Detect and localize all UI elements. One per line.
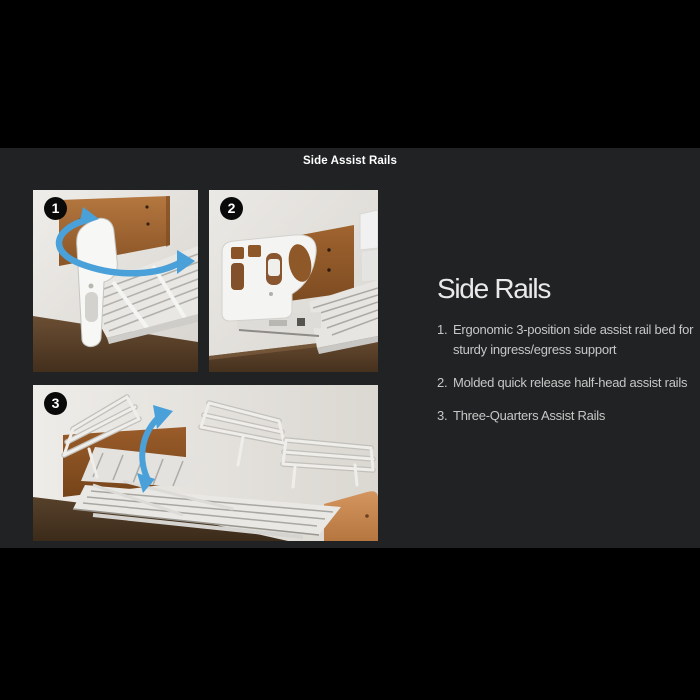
feature-list xyxy=(437,320,700,426)
step-badge: 2 xyxy=(220,197,243,220)
feature-item xyxy=(437,373,700,393)
three-quarter-rails-illustration xyxy=(33,385,378,541)
item-number: 1. xyxy=(437,321,448,337)
figure-rotating-assist-rail xyxy=(33,190,198,372)
section-heading: Side Assist Rails xyxy=(303,155,397,167)
item-number: 2. xyxy=(437,374,448,390)
item-number: 3. xyxy=(437,407,448,423)
figure-three-quarter-rails xyxy=(33,385,378,541)
step-badge: 3 xyxy=(44,392,67,415)
features-column xyxy=(437,272,700,439)
far-side-panel xyxy=(360,210,378,281)
features-title: Side Rails xyxy=(437,273,551,304)
item-text: Three-Quarters Assist Rails xyxy=(453,407,606,423)
side-rails-section xyxy=(0,148,700,548)
figure-half-head-assist-rail xyxy=(209,190,378,372)
feature-item xyxy=(437,320,700,360)
item-text: Ergonomic 3-position side assist rail bed for sturdy ingress/egress support xyxy=(453,321,694,357)
item-text: Molded quick release half-head assist rails xyxy=(453,374,688,390)
feature-item xyxy=(437,406,700,426)
step-badge: 1 xyxy=(44,197,67,220)
